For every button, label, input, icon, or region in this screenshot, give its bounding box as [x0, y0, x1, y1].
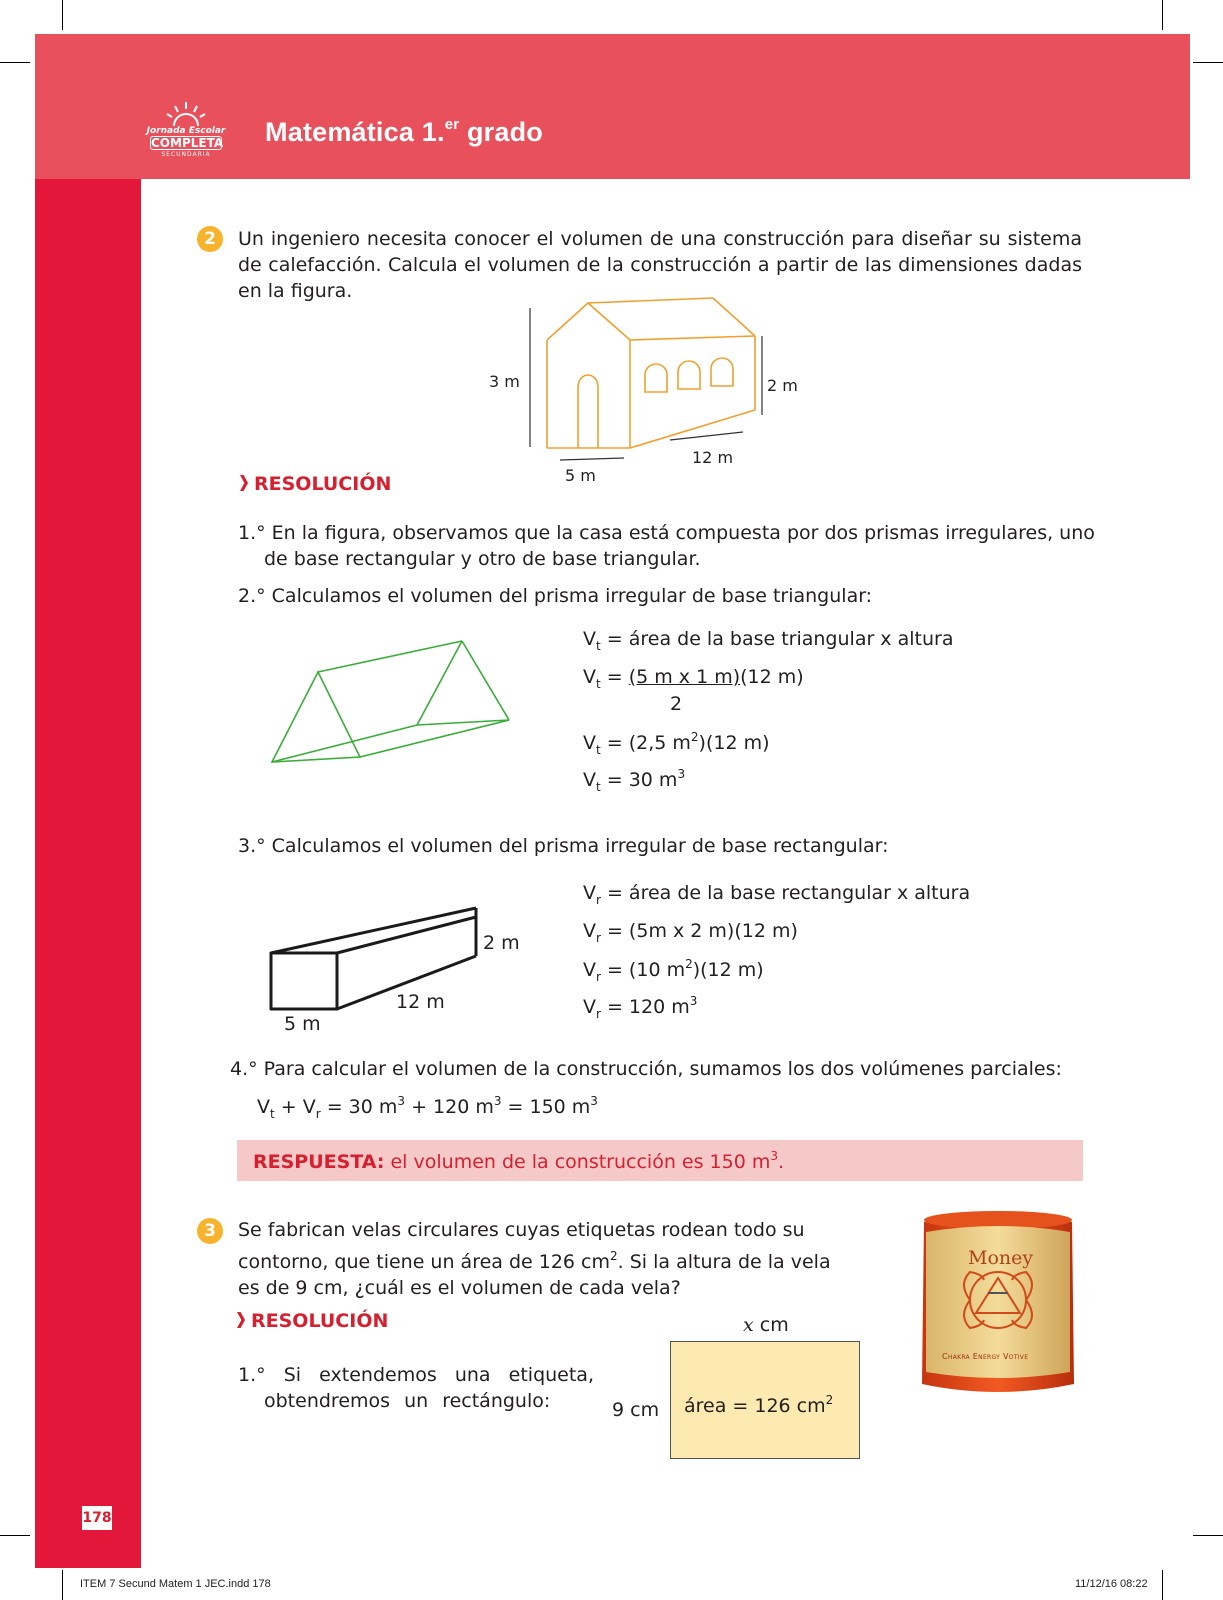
step1-text: 1.° En la figura, observamos que la casa está compuesta por dos prismas irregulares, uno de base rectangular y otro de base triangular.	[238, 522, 1095, 570]
page-title: Matemática 1.$^{er}$ grado	[265, 116, 543, 147]
candle-footer: Chakra Energy Votive	[942, 1352, 1029, 1361]
house-label-3m: 3 m	[489, 372, 520, 391]
tri-formula-3: $V_t = (2,5$ $m^2)(12$ m)	[583, 730, 770, 757]
step2-text: 2.° Calculamos el volumen del prisma irregular de base triangular:	[238, 585, 873, 607]
house-label-5m: 5 m	[565, 466, 596, 485]
tri-formula-2-denominator: 2	[670, 693, 683, 715]
jec-logo	[146, 98, 226, 160]
candle-title: Money	[968, 1247, 1034, 1269]
answer-box	[237, 1140, 1083, 1181]
sum-formula: $V_t + V_r = 30$ $m^3 + 120$ $m^3 = 150$ $m^3$	[257, 1094, 598, 1121]
footer-file: ITEM 7 Secund Matem 1 JEC.indd 178	[80, 1578, 271, 1590]
page-number: 178	[82, 1506, 112, 1530]
problem2-statement: Un ingeniero necesita conocer el volumen de una construcción para diseñar su sistema de calefacción. Calcula el volumen de la construcción a partir de las dimensiones dadas en la figura.	[238, 228, 1082, 302]
step3-text: 3.° Calculamos el volumen del prisma irregular de base rectangular:	[238, 835, 889, 857]
problem-number-2: 2	[197, 226, 223, 252]
problem-number-3: 3	[197, 1218, 223, 1244]
logo-line1: Jornada Escolar	[146, 126, 226, 136]
tri-formula-4: $V_t = 30$ $m^3$	[583, 767, 686, 794]
rect-formula-3: $V_r = (10$ $m^2)(12$ m)	[583, 957, 764, 984]
answer-text: RESPUESTA: el volumen de la construcción es 150 $m^3$.	[253, 1149, 785, 1173]
rect-label-2m: 2 m	[483, 932, 520, 954]
triangular-prism-figure	[266, 635, 516, 765]
crop-mark	[0, 62, 30, 63]
label-x-cm: x cm	[743, 1314, 789, 1336]
crop-mark	[62, 0, 63, 30]
red-sidebar	[35, 179, 141, 1568]
tri-formula-1: $V_t$ = área de la base triangular x altura	[583, 628, 954, 653]
logo-line3: SECUNDARIA	[161, 151, 211, 158]
crop-mark	[1162, 0, 1163, 30]
problem3-step1: 1.° Si extendemos una etiqueta, obtendremos un rectángulo:	[238, 1364, 594, 1412]
chevron-right-icon	[240, 475, 248, 491]
footer-date: 11/12/16 08:22	[1075, 1578, 1148, 1590]
crop-mark	[1193, 1535, 1223, 1536]
house-label-2m: 2 m	[767, 376, 798, 395]
rect-label-12m: 12 m	[396, 991, 445, 1013]
crop-mark	[0, 1535, 30, 1536]
rect-label-5m: 5 m	[284, 1013, 321, 1035]
problem3-statement: Se fabrican velas circulares cuyas etiquetas rodean todo su contorno, que tiene un área de 126 $cm^2$. Si la altura de la vela es de 9 cm, ¿cuál es el volumen de cada vela?	[238, 1219, 831, 1299]
resolution-heading-3: RESOLUCIÓN	[237, 1310, 388, 1332]
resolution-heading: RESOLUCIÓN	[240, 473, 391, 495]
tri-formula-2: $V_t = (5$ m x 1 m)(12 m)	[583, 666, 804, 691]
crop-mark	[62, 1570, 63, 1600]
logo-line2: COMPLETA	[151, 136, 224, 150]
label-9-cm: 9 cm	[612, 1399, 660, 1421]
crop-mark	[1162, 1570, 1163, 1600]
step4-text: 4.° Para calcular el volumen de la construcción, sumamos los dos volúmenes parciales:	[230, 1058, 1062, 1080]
rectangular-prism-figure	[266, 903, 486, 1013]
house-label-12m: 12 m	[692, 448, 734, 467]
candle-photo	[918, 1208, 1078, 1398]
rect-formula-1: $V_r$ = área de la base rectangular x altura	[583, 882, 971, 907]
rect-formula-2: $V_r = (5m$ x 2 m)(12 m)	[583, 920, 798, 945]
area-label: área = 126 $cm^2$	[684, 1393, 834, 1417]
sun-icon	[146, 98, 226, 128]
chevron-right-icon	[237, 1312, 245, 1328]
rect-formula-4: $V_r = 120$ $m^3$	[583, 994, 698, 1021]
crop-mark	[1193, 62, 1223, 63]
